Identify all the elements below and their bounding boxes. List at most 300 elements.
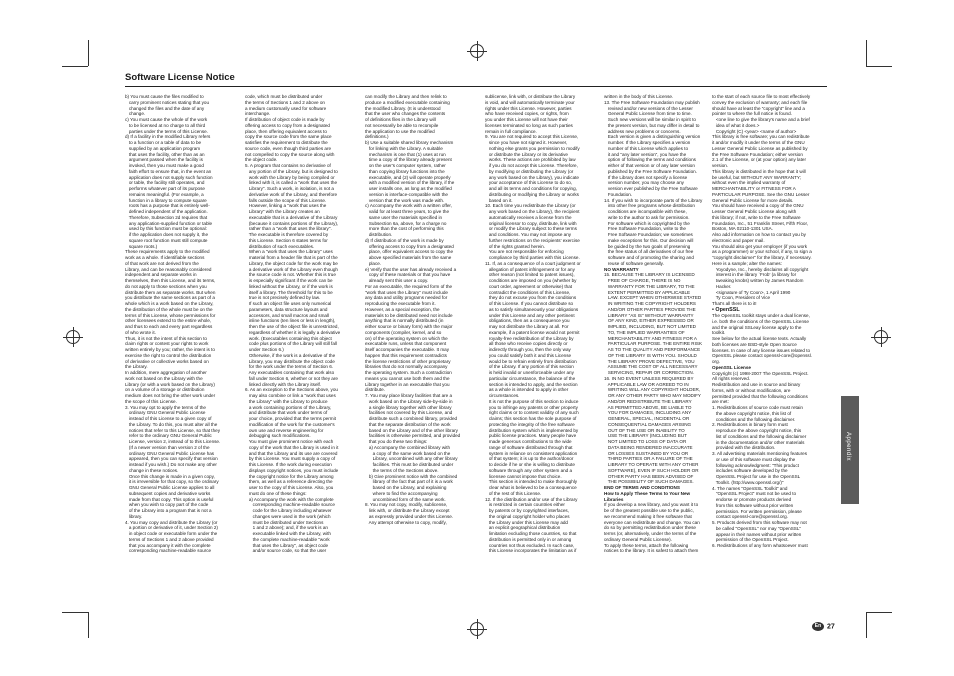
- text-line: changed the files and the date of any: [125, 105, 205, 111]
- text-line: the scope of this License.: [125, 398, 177, 404]
- text-line: to the start of each source file to most effectively: [712, 94, 811, 99]
- text-line: based on the Library and of the other library: [365, 427, 458, 433]
- text-line: Toolkit. (http://www.openssl.org/)": [712, 479, 784, 485]
- page-title: Software License Notice: [125, 72, 235, 83]
- text-line: when you wish to copy part of the code: [125, 502, 209, 508]
- text-line: independent and separate works in: [125, 272, 197, 278]
- text-column-1: [125, 94, 235, 554]
- text-line: OR ANY OTHER PARTY WHO MAY MODIFY: [604, 393, 701, 398]
- text-line: itself a library. The threshold for this to be: [245, 289, 333, 295]
- text-line: code plus portions of the Library will still fall: [245, 341, 337, 347]
- text-line: particular circumstance, the balance of the: [485, 375, 576, 381]
- text-line: option of following the terms and conditions: [604, 157, 696, 163]
- text-line: the Library.: [125, 364, 148, 370]
- text-line: software through any other system and a: [485, 467, 573, 473]
- text-line: License, version 2, instead of to this License.: [125, 439, 221, 444]
- text-line: offering access to copy from a designated: [365, 243, 454, 249]
- text-line: <signature of Ty Coon>, 1 April 1990: [712, 289, 791, 295]
- text-line: licenses terminated so long as such parties: [485, 122, 573, 128]
- text-line: Library, uncombined with any other library: [365, 456, 458, 462]
- text-line: they do not excuse you from the conditions: [485, 295, 577, 301]
- text-line: facilities is otherwise permitted, and provided: [365, 433, 461, 439]
- text-line: LAW. EXCEPT WHEN OTHERWISE STATED: [604, 295, 702, 301]
- text-line: that the separate distribution of the work: [365, 421, 451, 427]
- text-line: you distribute the same sections as part of a: [125, 295, 215, 301]
- text-line: Otherwise, if the work is a derivative of the: [245, 352, 336, 358]
- text-line: Such new versions will be similar in spirit to: [604, 117, 696, 122]
- text-line: Library together in an executable that you: [365, 381, 450, 387]
- text-line: exercise the right to control the distribution: [125, 352, 212, 358]
- text-line: 3. You may opt to apply the terms of the: [125, 404, 206, 410]
- text-line: change in these notices.: [125, 467, 179, 473]
- text-line: In addition, mere aggregation of another: [125, 370, 207, 375]
- text-line: libraries that do not normally accompany: [365, 364, 448, 370]
- text-line: rights under this License. However, parties: [485, 105, 572, 111]
- text-line: Also add information on how to contact you by: [712, 232, 806, 237]
- text-line: this License incorporates the limitation as if: [485, 548, 577, 554]
- text-line: if you do not accept this License. Therefore,: [485, 163, 578, 168]
- text-line: Foundation.: [604, 191, 633, 197]
- text-line: the copyright notice for the Library among: [245, 473, 334, 479]
- text-line: your acceptance of this License to do so,: [485, 180, 573, 186]
- text-line: For an executable, the required form of the: [365, 283, 453, 289]
- text-line: distribute them as separate works. But when: [125, 289, 216, 295]
- text-line: to a function or a table of data to be: [125, 140, 202, 145]
- text-line: contradict the conditions of this License,: [485, 289, 571, 295]
- text-line: and all its terms and conditions for copying,: [485, 186, 577, 191]
- text-line: then the use of the object file is unrestricted,: [245, 324, 339, 329]
- text-line: THE LIBRARY PROVE DEFECTIVE, YOU: [604, 358, 695, 364]
- text-line: TO, THE IMPLIED WARRANTIES OF: [604, 329, 685, 335]
- text-line: user installs one, as long as the modified: [365, 186, 452, 191]
- text-line: 7. You may place library facilities that are a: [365, 393, 453, 398]
- text-column-5: [604, 94, 714, 554]
- text-line: WRITING WILL ANY COPYRIGHT HOLDER,: [604, 387, 701, 393]
- text-line: However, linking a "work that uses the: [245, 203, 327, 209]
- text-line: and that the Library and its use are covered: [245, 450, 338, 456]
- text-line: Library". Such a work, in isolation, is not a: [245, 186, 334, 191]
- text-line: modification of the work for the customer's: [245, 421, 335, 427]
- text-line: PARTICULAR PURPOSE. THE ENTIRE RISK: [604, 341, 703, 347]
- text-line: SERVICING, REPAIR OR CORRECTION.: [604, 370, 694, 375]
- text-line: toolkit.: [712, 330, 726, 336]
- text-line: 12. If the distribution and/or use of the Library: [485, 496, 578, 502]
- text-line: under this License and any other pertinent: [485, 312, 575, 318]
- text-line: make exceptions for this. Our decision will: [604, 237, 694, 243]
- text-line: either source or binary form) with the major: [365, 324, 453, 329]
- text-line: GNU General Public License applies to all: [125, 485, 215, 490]
- text-line: Library (or with a work based on the Library): [125, 381, 215, 387]
- text-line: in the documentation and/or other materials: [712, 439, 805, 445]
- crop-mark: [62, 66, 88, 67]
- text-line: protecting the integrity of the free software: [485, 421, 575, 427]
- text-line: everyone can redistribute and change. You can: [604, 519, 700, 525]
- text-line: code for the Library including whatever: [245, 508, 332, 513]
- text-line: nothing else grants you permission to modify: [485, 145, 580, 151]
- text-line: 11. If, as a consequence of a court judgment or: [485, 260, 581, 266]
- text-line: roots has a purpose that is entirely well-: [125, 203, 210, 209]
- text-line: e) Verify that the user has already received a: [365, 266, 457, 272]
- text-line: permitted provided that the following conditions: [712, 393, 808, 399]
- text-line: Copyright (C) <year> <name of author>: [712, 128, 797, 134]
- text-line: do not apply to those sections when you: [125, 283, 207, 289]
- text-line: and distribute that work under terms of: [245, 410, 328, 416]
- text-line: APPLICABLE LAW OR AGREED TO IN: [604, 381, 689, 387]
- text-line: library of the fact that part of it is a work: [365, 479, 453, 485]
- text-line: "OpenSSL Project" must not be used to: [712, 491, 797, 497]
- text-line: mechanism is one that (1) uses at run: [365, 151, 446, 157]
- text-line: Library, you may distribute the object code: [245, 358, 335, 364]
- text-line: You should also get your employer (if you work: [712, 243, 808, 249]
- text-line: be called "OpenSSL" nor may "OpenSSL": [712, 525, 802, 531]
- text-line: and conditions. You may not impose any: [485, 232, 572, 237]
- text-line: a work containing portions of the Library,: [245, 404, 332, 410]
- text-line: work as a whole. If identifiable sections: [125, 255, 205, 260]
- text-line: 8. You may not copy, modify, sublicense,: [365, 502, 448, 508]
- text-line: anything that is normally distributed (in: [365, 318, 444, 324]
- text-line: regardless of whether it is legally a derivative: [245, 329, 341, 335]
- text-line: conditions and the following disclaimer.: [712, 416, 796, 422]
- text-line: LIBRARY TO OPERATE WITH ANY OTHER: [604, 462, 699, 467]
- text-line: list of conditions and the following disclaimer: [712, 433, 807, 439]
- text-line: OpenSSL License: [712, 364, 751, 370]
- registration-mark: [66, 330, 80, 344]
- text-line: is restricted in certain countries either: [485, 502, 565, 508]
- text-line: royalty-free redistribution of the Library by: [485, 335, 574, 341]
- text-line: number. If the Library specifies a version: [604, 140, 691, 145]
- text-line: linked with it, is called a "work that uses the: [245, 180, 338, 186]
- text-line: IN WRITING THE COPYRIGHT HOLDERS: [604, 301, 696, 306]
- text-line: If distribution of object code is made by: [245, 117, 325, 122]
- text-line: made from that copy. This option is useful: [125, 496, 214, 502]
- text-line: 5. A program that contains no derivative of: [245, 163, 331, 168]
- text-line: be guided by the two goals of preserving: [604, 243, 691, 249]
- text-line: for linking with the Library. A suitable: [365, 145, 443, 151]
- text-line: version number, you may choose any: [604, 180, 684, 186]
- text-line: circumstances.: [485, 393, 520, 398]
- text-line: remain in full compliance.: [485, 128, 537, 134]
- text-line: b) Use a suitable shared library mechanism: [365, 140, 454, 145]
- text-line: b) You must cause the files modified to: [125, 94, 204, 99]
- text-line: LIBRARY "AS IS" WITHOUT WARRANTY: [604, 312, 694, 318]
- text-line: distribution.: [365, 232, 393, 237]
- text-line: 10. Each time you redistribute the Library (or: [485, 203, 576, 209]
- text-line: already sent this user a copy.: [365, 278, 429, 283]
- text-line: linked without the Library, or if the work is: [245, 283, 333, 289]
- crop-mark: [88, 612, 89, 638]
- text-column-3: [365, 94, 475, 525]
- text-line: GENERAL, SPECIAL, INCIDENTAL OR: [604, 416, 690, 421]
- text-line: Thus, it is not the intent of this section to: [125, 335, 207, 341]
- text-line: Each version is given a distinguishing version: [604, 134, 701, 140]
- text-line: contact openssl-core@openssl.org.: [712, 514, 788, 520]
- text-line: executable that is a derivative of the Library: [245, 214, 338, 220]
- text-line: whole which is a work based on the Library,: [125, 301, 214, 306]
- text-line: and thus to each and every part regardless: [125, 324, 213, 329]
- text-line: of this License. If you cannot distribute so: [485, 301, 574, 306]
- text-line: org.: [712, 359, 720, 365]
- text-line: material from a header file that is part of the: [245, 255, 338, 260]
- text-line: write to the author to ask for permission.: [604, 214, 690, 220]
- text-line: linked directly with the Library itself.: [245, 381, 322, 387]
- registration-mark: [470, 622, 484, 636]
- text-line: that uses the facility, other than as an: [125, 151, 205, 157]
- text-line: terms of Sections 1 and 2 above provided: [125, 536, 214, 542]
- text-line: falls outside the scope of this License.: [245, 197, 327, 203]
- text-line: or use of this software must display the: [712, 456, 796, 462]
- text-line: invoked, then you must make a good: [125, 163, 204, 168]
- crop-mark: [88, 40, 89, 66]
- text-line: not necessarily be able to recompile: [365, 122, 439, 128]
- text-line: distribution of such executables.: [245, 243, 315, 249]
- text-line: AND/OR REDISTRIBUTE THE LIBRARY: [604, 398, 692, 404]
- text-line: If the Library does not specify a license: [604, 174, 688, 180]
- text-line: work with the Library by being compiled or: [245, 174, 335, 180]
- crop-mark: [866, 66, 892, 67]
- text-line: if the application does not supply it, the: [125, 232, 208, 237]
- text-line: or modify the Library subject to these terms: [485, 226, 577, 232]
- text-line: the free status of all derivatives of our free: [604, 249, 694, 255]
- text-line: appeared, then you can specify that version: [125, 456, 218, 462]
- text-line: either of that version or of any later version: [604, 163, 695, 168]
- text-line: that you accompany it with the complete: [125, 542, 211, 548]
- text-line: a) Accompany the work with the complete: [245, 496, 334, 502]
- text-line: distribute.: [365, 387, 385, 393]
- text-line: AND/OR OTHER PARTIES PROVIDE THE: [604, 306, 696, 312]
- text-line: following acknowledgment: "This product: [712, 462, 799, 468]
- text-line: ordinary GNU General Public License has: [125, 450, 215, 456]
- text-line: d) If a facility in the modified Library refers: [125, 134, 211, 140]
- text-line: faith effort to ensure that, in the event an: [125, 168, 212, 174]
- text-line: • OpenSSL: [712, 306, 740, 313]
- text-line: AS TO THE QUALITY AND PERFORMANCE: [604, 347, 701, 352]
- text-line: sublicense, link with, or distribute the Library: [485, 94, 576, 99]
- text-line: place.: [365, 260, 382, 266]
- text-line: are met:: [712, 399, 729, 405]
- text-line: You should have received a copy of the GNU: [712, 203, 804, 209]
- text-line: Subsection 6a, above, for a charge no: [365, 220, 447, 226]
- text-line: You are not responsible for enforcing: [485, 249, 564, 255]
- text-line: changes were used in the work (which: [245, 513, 331, 519]
- text-line: the source code is not. Whether this is true: [245, 272, 336, 278]
- text-line: revised and/or new versions of the Lesser: [604, 105, 693, 111]
- text-line: the Library" with the Library to produce: [245, 398, 328, 404]
- text-line: by patents or by copyrighted interfaces,: [485, 508, 570, 513]
- text-line: 4. The names "OpenSSL Toolkit" and: [712, 485, 788, 491]
- text-line: Foundation, Inc., 51 Franklin Street, Fifth Floor,: [712, 220, 809, 226]
- text-line: would be to refrain entirely from distribution: [485, 358, 577, 364]
- text-line: of that system; it is up to the author/donor: [485, 456, 574, 462]
- text-line: same user the materials specified in: [365, 214, 443, 220]
- text-line: a copy of the same work based on the: [365, 450, 451, 456]
- text-line: a derivative work of the Library even though: [245, 266, 338, 272]
- text-line: by modifying or distributing the Library (or: [485, 168, 574, 174]
- text-line: the application to use the modified: [365, 128, 435, 134]
- text-line: both licenses are BSD-style Open Source: [712, 341, 797, 347]
- text-line: OF ANY KIND, EITHER EXPRESSED OR: [604, 318, 694, 324]
- text-line: distribution is permitted only in or among: [485, 536, 572, 542]
- text-line: work. (Executables containing this object: [245, 335, 332, 341]
- text-line: any portion of the Library, but is designed to: [245, 168, 338, 174]
- text-line: it and "any later version", you have the: [604, 151, 687, 157]
- text-line: distribution system which is implemented by: [485, 427, 579, 433]
- text-line: claims; this section has the sole purpose of: [485, 416, 577, 421]
- text-line: Lesser General Public License as published by: [712, 145, 808, 151]
- text-line: 1 and 2 above); and, if the work is an: [245, 525, 328, 531]
- text-line: as expressly provided under this License.: [365, 513, 454, 519]
- text-line: be useful, but WITHOUT ANY WARRANTY;: [712, 174, 801, 180]
- text-line: The executable is therefore covered by: [245, 232, 329, 237]
- text-line: notices that refer to this License, so that they: [125, 427, 220, 433]
- text-line: distributing or modifying the Library or works: [485, 191, 579, 197]
- text-line: true is not precisely defined by law.: [245, 295, 321, 301]
- text-line: reuse of software generally.: [604, 260, 664, 266]
- text-line: Copyright (c) 1998-2007 The OpenSSL Project.: [712, 370, 809, 376]
- text-line: function in a library to compute square: [125, 197, 207, 203]
- text-line: terms (or, alternatively, under the terms of the: [604, 531, 697, 536]
- text-line: PARTICULAR PURPOSE. See the GNU Lesser: [712, 191, 810, 197]
- text-line: with a modified version of the library, if the: [365, 180, 455, 186]
- registration-mark: [470, 44, 484, 58]
- text-line: may also combine or link a "work that uses: [245, 393, 336, 398]
- text-line: example, if a patent license would not permit: [485, 329, 580, 335]
- text-line: automatically receives a license from the: [485, 214, 572, 220]
- text-line: 4. You may copy and distribute the Library (or: [125, 519, 218, 525]
- text-line: that uses the Library", as object code: [245, 542, 329, 548]
- crop-mark: [866, 612, 892, 613]
- text-line: the terms of Sections 1 and 2 above on: [245, 99, 325, 105]
- text-line: If such an object file uses only numerical: [245, 301, 332, 306]
- text-line: for the work under the terms of Section 6.: [245, 364, 334, 370]
- text-line: version.: [712, 163, 729, 168]
- text-line: on the user's computer system, rather: [365, 163, 446, 168]
- text-line: section is intended to apply, and the section: [485, 381, 578, 387]
- text-line: 15. BECAUSE THE LIBRARY IS LICENSED: [604, 272, 695, 278]
- text-line: without even the implied warranty of: [712, 180, 786, 186]
- text-line: be of the greatest possible use to the public,: [604, 508, 694, 513]
- text-line: "copyright disclaimer" for the library, if necessary.: [712, 255, 812, 260]
- text-line: the object code.: [245, 157, 278, 163]
- text-line: performs whatever part of its purpose: [125, 186, 205, 191]
- text-line: should have at least the "copyright" line and a: [712, 105, 805, 111]
- text-line: materials to be distributed need not include: [365, 312, 453, 318]
- text-line: link with, or distribute the Library except: [365, 508, 450, 513]
- text-line: or table, the facility still operates, and: [125, 180, 205, 186]
- text-line: You must give prominent notice with each: [245, 439, 334, 444]
- text-line: the original copyright holder who places: [485, 513, 570, 519]
- text-line: Any attempt otherwise to copy, modify,: [365, 519, 447, 525]
- text-line: of definitions files in the Library will: [365, 117, 436, 122]
- text-line: General Public License from time to time.: [604, 111, 692, 117]
- text-line: See below for the actual license texts. Actually: [712, 336, 807, 342]
- text-line: place, offer equivalent access to copy the: [365, 249, 454, 255]
- text-line: published by the Free Software Foundation.: [604, 168, 697, 174]
- text-line: as a programmer) or your school, if any, to sign a: [712, 249, 812, 255]
- text-line: satisfies the requirement to distribute the: [245, 140, 328, 145]
- text-line: EXTENT PERMITTED BY APPLICABLE: [604, 289, 691, 295]
- text-line: fall under Section 6, whether or not they are: [245, 375, 338, 381]
- text-line: you to infringe any patents or other property: [485, 404, 578, 410]
- text-line: means you cannot use both them and the: [365, 375, 450, 381]
- text-line: countries not thus excluded. In such case,: [485, 542, 575, 548]
- text-line: These requirements apply to the modified: [125, 249, 210, 255]
- crop-mark: [866, 612, 867, 638]
- text-line: argument passed when the facility is: [125, 157, 203, 163]
- text-line: of the Library into a program that is not a: [125, 508, 212, 513]
- text-line: licenses. In case of any license issues related to: [712, 347, 811, 353]
- text-line: 3. All advertising materials mentioning features: [712, 451, 807, 457]
- text-line: a) Accompany the combined library with: [365, 444, 451, 450]
- title-rule: [125, 86, 827, 87]
- text-line: square roots.): [125, 243, 158, 249]
- text-line: it is irreversible for that copy, so the ordinary: [125, 479, 219, 485]
- text-line: Free Software Foundation, write to the: [604, 226, 686, 232]
- text-line: obligations, then as a consequence you: [485, 318, 570, 324]
- text-line: NOT LIMITED TO LOSS OF DATA OR: [604, 439, 687, 444]
- text-line: tweaking knobs) written by James Random: [712, 278, 804, 283]
- text-line: who have received copies, or rights, from: [485, 111, 569, 117]
- text-line: facilities. This must be distributed under: [365, 462, 454, 467]
- text-line: compliance by third parties with this License.: [485, 255, 580, 260]
- text-line: used by this function must be optional:: [125, 226, 207, 232]
- text-line: appear in their names without prior written: [712, 531, 802, 537]
- text-column-2: [245, 94, 355, 554]
- text-line: NO WARRANTY: [604, 266, 639, 272]
- text-line: you under this License will not have their: [485, 117, 568, 122]
- text-line: inline functions (ten lines or less in length),: [245, 318, 336, 324]
- text-line: happen that this requirement contradicts: [365, 352, 447, 358]
- text-line: to be licensed at no charge to all third: [125, 122, 206, 128]
- text-line: parameters, data structure layouts and: [245, 306, 328, 312]
- text-line: refer to the ordinary GNU General Public: [125, 433, 212, 439]
- text-line: instead if you wish.) Do not make any other: [125, 462, 217, 467]
- text-line: remains meaningful. (For example, a: [125, 191, 204, 197]
- text-line: 16. IN NO EVENT UNLESS REQUIRED BY: [604, 375, 694, 381]
- text-line: That's all there is to it!: [712, 301, 757, 306]
- text-line: time a copy of the library already present: [365, 157, 452, 163]
- text-line: derivative work of the Library, and therefore: [245, 191, 338, 197]
- text-line: (If a newer version than version 2 of the: [125, 444, 210, 450]
- text-line: Lesser General Public License along with: [712, 209, 797, 214]
- registration-mark: [874, 330, 888, 344]
- text-line: definitions.): [365, 134, 389, 140]
- text-line: under Section 6.): [245, 347, 284, 352]
- text-line: AS PERMITTED ABOVE, BE LIABLE TO: [604, 404, 692, 410]
- text-line: OUT OF THE USE OR INABILITY TO: [604, 427, 685, 433]
- text-line: own use and reverse engineering for: [245, 427, 324, 433]
- text-line: works. These actions are prohibited by law: [485, 157, 576, 163]
- text-line: executable, and (2) will operate properly: [365, 174, 451, 180]
- text-line: reproducing the executable from it.: [365, 301, 436, 306]
- text-line: we recommend making it free software that: [604, 513, 692, 519]
- text-line: it and/or modify it under the terms of the GNU: [712, 140, 805, 145]
- text-line: range of software distributed through that: [485, 444, 573, 450]
- text-line: Free Software Foundation; we sometimes: [604, 232, 693, 237]
- text-line: may not distribute the Library at all. For: [485, 324, 569, 329]
- text-line: notices to the library. It is safest to attach them: [604, 548, 699, 554]
- text-line: Once this change is made in a given copy,: [125, 473, 215, 479]
- text-line: executable linked with the Library, with: [245, 531, 331, 536]
- text-line: public license practices. Many people have: [485, 433, 577, 439]
- text-line: your choice, provided that the terms permit: [245, 416, 336, 421]
- text-line: THE POSSIBILITY OF SUCH DAMAGES.: [604, 479, 694, 485]
- text-line: instead of this License to a given copy of: [125, 416, 212, 421]
- text-line: is held invalid or unenforceable under any: [485, 370, 574, 375]
- text-line: on a volume of a storage or distribution: [125, 387, 205, 393]
- text-line: source code, even though third parties are: [245, 145, 332, 151]
- text-line: Libraries: [604, 496, 624, 502]
- text-line: this License. Section 6 states terms for: [245, 237, 328, 243]
